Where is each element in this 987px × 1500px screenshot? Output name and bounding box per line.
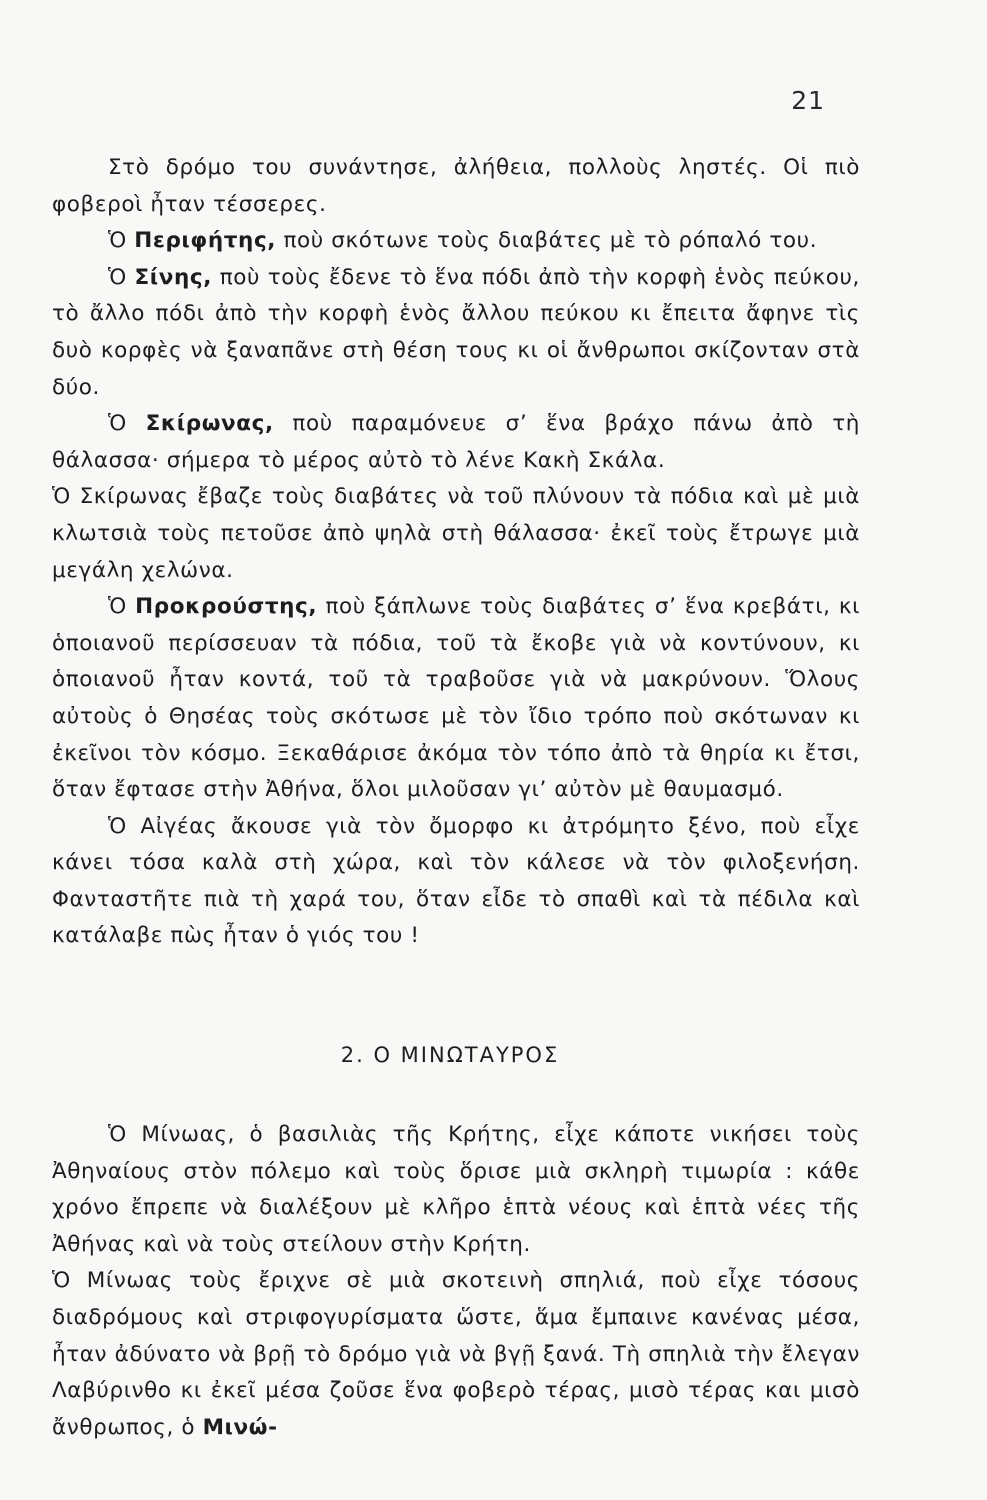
- paragraph-prefix: Ὁ: [108, 411, 146, 437]
- paragraph-1: Στὸ δρόμο του συνάντησε, ἀλήθεια, πολλοὺς ληστές. Οἱ πιὸ φοβεροὶ ἦταν τέσσερες.: [52, 155, 860, 217]
- paragraph-periphetes: [52, 223, 860, 260]
- paragraph-prefix: Ὁ: [108, 594, 136, 620]
- page-number: 21: [791, 86, 825, 115]
- paragraph-minos-1: Ὁ Μίνωας, ὁ βασιλιὰς τῆς Κρήτης, εἶχε κάποτε νικήσει τοὺς Ἀθηναίους στὸν πόλεμο καὶ τοὺς ὅρισε μιὰ σκληρὴ τιμωρία : κάθε χρόνο ἔπρεπε νὰ διαλέξουν μὲ κλῆρο ἑπτὰ νέους καὶ ἑπτὰ νέες τῆς Ἀθήνας καὶ νὰ τοὺς στείλουν στὴν Κρήτη.: [52, 1122, 860, 1257]
- paragraph-aegeus: Ὁ Αἰγέας ἄκουσε γιὰ τὸν ὄμορφο κι ἀτρόμητο ξένο, ποὺ εἶχε κάνει τόσα καλὰ στὴ χώρα, καὶ τὸν κάλεσε νὰ τὸν φιλοξενήση. Φανταστῆτε πιὰ τὴ χαρά του, ὅταν εἶδε τὸ σπαθὶ καὶ τὰ πέδιλα καὶ κατάλαβε πὼς ἦταν ὁ γιός του !: [52, 813, 860, 949]
- name-periphetes: Περιφήτης,: [134, 228, 277, 254]
- story-text-part-1: [52, 150, 860, 955]
- paragraph-sinis: [52, 260, 860, 406]
- name-skiron: Σκίρωνας,: [145, 411, 274, 437]
- paragraph-text: ποὺ σκότωνε τοὺς διαβάτες μὲ τὸ ρόπαλό του.: [276, 228, 818, 254]
- name-sinis: Σίνης,: [134, 264, 213, 290]
- paragraph-text: ποὺ ξάπλωνε τοὺς διαβάτες σ’ ἕνα κρεβάτι, κι ὁποιανοῦ περίσσευαν τὰ πόδια, τοῦ τὰ ἔκοβε γιὰ νὰ κοντύνουν, κι ὁποιανοῦ ἦταν κοντά, τοῦ τὰ τραβοῦσε γιὰ νὰ μακρύνουν. Ὅλους αὐτοὺς ὁ Θησέας τοὺς σκότωσε μὲ τὸν ἴδιο τρόπο ποὺ σκότωναν κι ἐκεῖνοι τὸν κόσμο. Ξεκαθάρισε ἀκόμα τὸν τόπο ἀπὸ τὰ θηρία κι ἔτσι, ὅταν ἔφτασε στὴν Ἀθήνα, ὅλοι μιλοῦσαν γι’ αὐτὸν μὲ θαυμασμό.: [52, 594, 860, 803]
- name-procrustes: Προκρούστης,: [135, 594, 318, 620]
- name-minotaur: Μινώ-: [202, 1414, 278, 1440]
- paragraph-text: ποὺ παραμόνευε σ’ ἕνα βράχο πάνω ἀπὸ τὴ θάλασσα· σήμερα τὸ μέρος αὐτὸ τὸ λένε Κακὴ Σκάλα.: [52, 411, 860, 473]
- paragraph-skiron: [52, 406, 860, 479]
- story-text-part-2: [52, 1117, 860, 1446]
- paragraph-prefix: Ὁ: [108, 228, 135, 254]
- paragraph-prefix: Ὁ: [108, 264, 135, 290]
- paragraph-minos-2: [52, 1263, 860, 1446]
- paragraph-procrustes: [52, 589, 860, 809]
- chapter-title: 2. Ο ΜΙΝΩΤΑΥΡΟΣ: [340, 1043, 560, 1067]
- paragraph-skiron-2: Ὁ Σκίρωνας ἔβαζε τοὺς διαβάτες νὰ τοῦ πλύνουν τὰ πόδια καὶ μὲ μιὰ κλωτσιὰ τοὺς πετοῦσε ἀπὸ ψηλὰ στὴ θάλασσα· ἐκεῖ τοὺς ἔτρωγε μιὰ μεγάλη χελώνα.: [52, 484, 860, 583]
- paragraph-text: ποὺ τοὺς ἔδενε τὸ ἕνα πόδι ἀπὸ τὴν κορφὴ ἑνὸς πεύκου, τὸ ἄλλο πόδι ἀπὸ τὴν κορφὴ ἑνὸς ἄλλου πεύκου κι ἔπειτα ἄφηνε τὶς δυὸ κορφὲς νὰ ξαναπᾶνε στὴ θέση τους κι οἱ ἄνθρωποι σκίζονταν στὰ δύο.: [52, 264, 860, 400]
- paragraph-text: Ὁ Μίνωας τοὺς ἔριχνε σὲ μιὰ σκοτεινὴ σπηλιά, ποὺ εἶχε τόσους διαδρόμους καὶ στριφογυρίσματα ὥστε, ἅμα ἔμπαινε κανένας μέσα, ἦταν ἀδύνατο νὰ βρῇ τὸ δρόμο γιὰ νὰ βγῇ ξανά. Τὴ σπηλιὰ τὴν ἔλεγαν Λαβύρινθο κι ἐκεῖ μέσα ζοῦσε ἕνα φοβερὸ τέρας, μισὸ τέρας και μισὸ ἄνθρωπος, ὁ: [52, 1268, 860, 1440]
